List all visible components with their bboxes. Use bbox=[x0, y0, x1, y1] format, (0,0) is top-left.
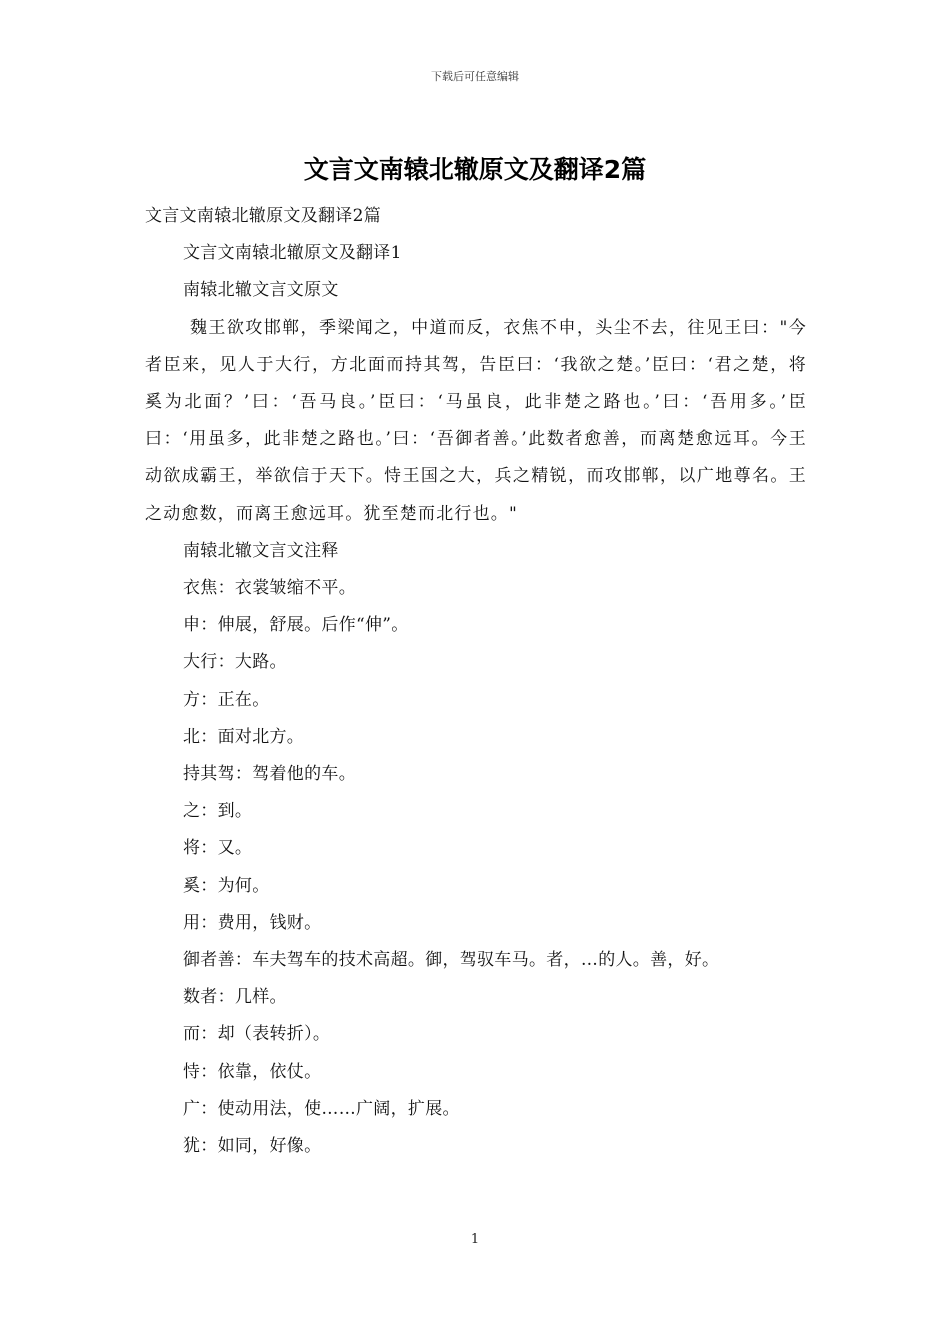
annotation-item: 而：却（表转折）。 bbox=[183, 1024, 331, 1045]
document-title: 文言文南辕北辙原文及翻译2篇 bbox=[303, 155, 647, 184]
page-header-note: 下载后可任意编辑 bbox=[431, 70, 519, 83]
annotation-item: 方：正在。 bbox=[183, 689, 270, 710]
section-heading-part1: 文言文南辕北辙原文及翻译1 bbox=[183, 243, 402, 264]
annotation-item: 将：又。 bbox=[183, 838, 253, 859]
annotation-item: 数者：几样。 bbox=[183, 987, 287, 1008]
annotation-item: 恃：依靠，依仗。 bbox=[183, 1061, 322, 1082]
annotation-item: 之：到。 bbox=[183, 801, 253, 822]
original-text-paragraph: 魏王欲攻邯郸，季梁闻之，中道而反，衣焦不申，头尘不去，往见王曰："今者臣来，见人于大行，方北面而持其驾，告臣曰：‘我欲之楚。’臣曰：‘君之楚，将奚为北面？’曰：‘吾马良。’臣曰：‘马虽良，此非楚之路也。’曰：‘吾用多。’臣曰：‘用虽多，此非楚之路也。’曰：‘吾御者善。’此数者愈善，而离楚愈远耳。今王动欲成霸王，举欲信于天下。恃王国之大，兵之精锐，而攻邯郸，以广地尊名。王之动愈数，而离王愈远耳。犹至楚而北行也。" bbox=[145, 317, 807, 524]
annotation-item: 广：使动用法，使……广阔，扩展。 bbox=[183, 1098, 460, 1119]
annotation-item: 衣焦：衣裳皱缩不平。 bbox=[183, 578, 356, 599]
section-heading-annotations: 南辕北辙文言文注释 bbox=[183, 540, 339, 561]
document-body bbox=[145, 198, 807, 1165]
annotation-item: 用：费用，钱财。 bbox=[183, 912, 322, 933]
annotation-item: 持其驾：驾着他的车。 bbox=[183, 764, 356, 785]
annotation-item: 犹：如同，好像。 bbox=[183, 1136, 322, 1157]
annotation-item: 申：伸展，舒展。后作“伸”。 bbox=[183, 615, 409, 636]
page-number: 1 bbox=[470, 1232, 480, 1247]
annotation-item: 奚：为何。 bbox=[183, 875, 270, 896]
section-heading-original-text: 南辕北辙文言文原文 bbox=[183, 280, 339, 301]
annotation-item: 御者善：车夫驾车的技术高超。御，驾驭车马。者，…的人。善，好。 bbox=[183, 950, 720, 971]
subtitle-paragraph: 文言文南辕北辙原文及翻译2篇 bbox=[145, 206, 382, 226]
annotation-item: 大行：大路。 bbox=[183, 652, 287, 673]
annotation-item: 北：面对北方。 bbox=[183, 726, 305, 747]
